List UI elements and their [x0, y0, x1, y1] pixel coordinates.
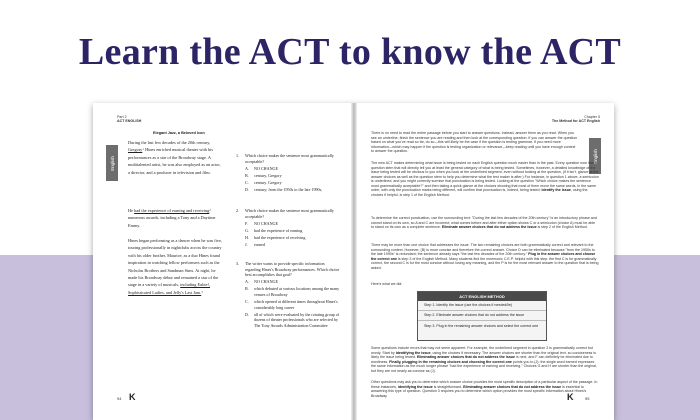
page-number-right: 95 [585, 396, 590, 401]
answer-option[interactable]: A. NO CHANGE [245, 279, 278, 285]
section-tab-right: English [589, 138, 601, 174]
method-box [417, 291, 547, 341]
running-head-title: ACT ENGLISH [117, 119, 142, 124]
page-headline: Learn the ACT to know the ACT [78, 31, 622, 73]
question-1: 1. Which choice makes the sentence most grammatically acceptable? A. NO CHANGE B. century, Gregory C. century. Gregory D. century; from the 1950s to the late 1990s, [236, 153, 341, 193]
publisher-logo: K [567, 392, 574, 402]
answer-option[interactable]: B. century, Gregory [245, 172, 282, 178]
left-page [93, 103, 351, 420]
method-step: Step 3. Plug in the remaining answer choices and select the correct one [424, 323, 539, 328]
question-3: 3. The writer wants to provide specific information regarding Hines's Broadway performances. Which choice best accomplishes that goal? A. NO CHANGE B. which debuted at various locations among the many venues of Broadway C. which opened at different times throughout Hines's considerably long career D. all of which were evaluated by the rotating group of dozens of theater professionals who are selected by The Tony Awards Administration Committee [236, 261, 340, 328]
book-spread [93, 103, 614, 420]
answer-option[interactable]: H. had the experience of receiving [245, 234, 306, 240]
method-paragraph-4: There may be more than one choice that addresses the issue. The two remaining choices are both grammatically correct and relevant to the surrounding context. However, (B) is more concise and therefore the correct answer. Choice D can be eliminated because "from the 1950s to the late 1990s" is redundant; the sentence already says "the last few decades of the 20th century." Plug in the answer choices and choose the correct one is step 3 of the English Method. Many students find the mnemonic C.E.P. helpful with this step: the first C is for grammatically correct, the second C is for the most concise without losing any meaning, and the P is for the most relevant answer to the question that is being asked. [371, 243, 599, 270]
question-2: 2. Which choice makes the sentence most grammatically acceptable? F. NO CHANGE G. had the experience of earning H. had the experience of receiving J. earned [236, 208, 341, 248]
method-step: Step 2. Eliminate answer choices that do not address the issue [418, 311, 546, 321]
section-tab-left: English [106, 145, 118, 181]
passage-paragraph-1: During the last few decades of the 20th century, Gregory$^1$ Hines enriched musical theater with his performances as a star of the Broadway stage. A multitalented artist, he was also employed as an actor, a director, and a producer in television and film. [128, 140, 221, 175]
answer-option[interactable]: G. had the experience of earning [245, 227, 303, 233]
left-running-head [117, 115, 141, 124]
method-box-title: ACT ENGLISH METHOD [418, 292, 546, 301]
method-step: Step 1. Identify the issue (use the choices if needed/lie) [418, 301, 546, 311]
right-page [357, 103, 614, 420]
method-paragraph-3: To determine the correct punctuation, use the surrounding text: "During the last few decades of the 20th century" is an introductory phrase and cannot stand on its own, so A and C are incorrect; what comes before and after either option shows C or a semicolon (choice A) must be able to stand on its own as a complete sentence. Eliminate answer choices that do not address the issue is step 2 of the English Method. [371, 216, 597, 229]
answer-option[interactable]: J. earned [245, 241, 265, 247]
method-paragraph-1: There is no need to read the entire passage before you start to answer questions. Instead, answer them as you read. When you see an underline, finish the sentence you are reading and then look at the corresponding question. If you can answer the question based on what you've read so far, do so—this will likely be the case if the question is testing grammar. If you need more information—which may happen if the question is testing organization or relevance—keep reading until you have enough context to answer the question. [371, 131, 578, 153]
answer-option[interactable]: D. century; from the 1950s to the late 1990s, [245, 186, 323, 192]
answer-option[interactable]: B. which debuted at various locations among the many venues of Broadway [245, 286, 340, 297]
method-paragraph-5: Here's what we did: [371, 282, 403, 286]
method-paragraph-2: The new ACT makes determining what issue is being tested on each English question much easier than in the past. Every question now has a question stem that will directly tell you at least the general category of what is being tested. Sometimes, however, a detailed knowledge of the issue being tested will be obvious to you when you look at the underlined segment, even without looking at the question, (if it isn't, glance at the answer choices as well as the question stem to help you determine what the test maker is after.) For instance, in question 1 above, a semicolon is underlined, and you might correctly surmise that punctuation is being tested. Looking at the question "Which choice makes the sentence most grammatically acceptable?" and then taking a quick glance at the choices showing that most of them move the same words, in the same order, with only the punctuation marks being different, will confirm that punctuation is, indeed, being tested: Identify the issue, using the choices if helpful, is step 1 of the English Method. [371, 161, 599, 197]
running-head-part: Part 2 [117, 115, 127, 119]
answer-option[interactable]: F. NO CHANGE [245, 220, 278, 226]
passage-paragraph-2: He had the experience of earning and receiving$^2$ numerous awards, including a Tony and a Daytime Emmy. [128, 208, 216, 228]
running-head-title: The Method for ACT English [551, 119, 600, 124]
publisher-logo: K [129, 392, 136, 402]
right-running-head [552, 115, 600, 124]
answer-option[interactable]: C. century. Gregory [245, 179, 282, 185]
answer-option[interactable]: C. which opened at different times throughout Hines's considerably long career [245, 299, 338, 310]
answer-option[interactable]: A. NO CHANGE [245, 165, 278, 171]
method-paragraph-7: Other questions may ask you to determine which answer choice provides the most specific description of a particular aspect of the passage. In these instances, identifying the issue is straightforward. Eliminating answer choices that do not address the issue is essential to answering this type of question. Question 3 requires you to determine which option provides the most specific information about Hines's Broadway [371, 380, 598, 398]
running-head-chapter: Chapter 5 [584, 115, 600, 119]
method-paragraph-6: Some questions include errors that may not seem apparent. For example, the underlined segment in question 3 is grammatically correct but wordy. Start by identifying the issue, using the choices if necessary. The answer choices are shorter than the original text, so conciseness is likely the issue being tested. Eliminating answer choices that do not address the issue is next, and F can definitely be eliminated due to wordiness. Finally, plugging in the remaining choices and choosing the correct one points you to (J): the single word earned expresses the same information as the much longer phrase "had the experience of earning and receiving." Choices G and H are shorter than the original, but they are not nearly as concise as (J). [371, 346, 597, 373]
passage-paragraph-3: Hines began performing as a dancer when he was five, touring professionally in nightclubs across the country with his older brother, Maurice; as a duo Hines found inspiration in watching fellow performers such as the Nicholas Brothers and Sandman Sims. At night, he made his Broadway debut and remained a star of the stage in a variety of musicals, including Eubie!, Sophisticated Ladies, and Jelly's Last Jam.$^3$ [128, 238, 223, 295]
page-number-left: 94 [117, 396, 122, 401]
passage-title: Elegant Jazz, a Beloved Icon [153, 131, 205, 135]
answer-option[interactable]: D. all of which were evaluated by the rotating group of dozens of theater professionals who are selected by The Tony Awards Administration Committee [245, 311, 340, 328]
